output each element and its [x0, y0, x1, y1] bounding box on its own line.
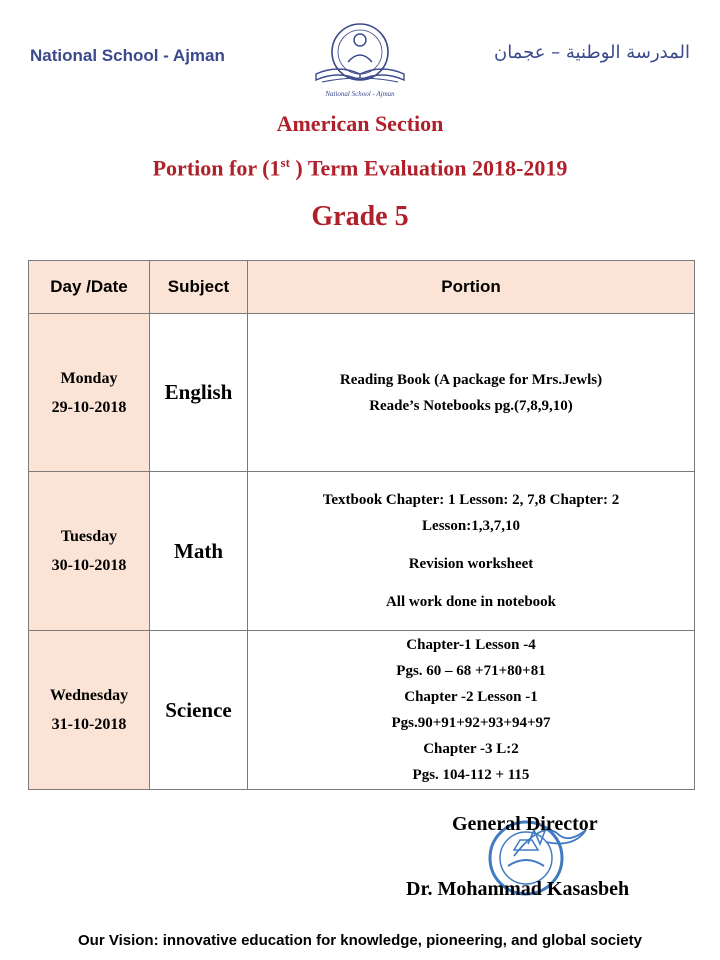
- portion-cell: [248, 472, 695, 631]
- signature-title: General Director: [452, 813, 598, 835]
- subject-cell: Science: [150, 631, 248, 790]
- vision-statement: Our Vision: innovative education for knowledge, pioneering, and global society: [78, 932, 642, 949]
- portion-line: Chapter -3 L:2: [423, 741, 519, 757]
- signature-name: Dr. Mohammad Kasasbeh: [406, 878, 630, 900]
- portion-line: Reading Book (A package for Mrs.Jewls): [339, 371, 603, 388]
- letterhead: [0, 0, 720, 100]
- table-row: [29, 314, 695, 472]
- grade-title: Grade 5: [311, 201, 409, 232]
- portion-line: Revision worksheet: [408, 556, 534, 572]
- portion-cell: [248, 631, 695, 790]
- school-name-english: National School - Ajman: [30, 46, 225, 65]
- date-label: 30-10-2018: [51, 557, 127, 574]
- subject-cell: Math: [150, 472, 248, 631]
- school-logo-icon: [308, 18, 412, 98]
- school-name-arabic: المدرسة الوطنية – عجمان: [493, 42, 690, 63]
- day-label: Wednesday: [49, 687, 129, 704]
- table-row: [29, 631, 695, 790]
- column-header-portion: Portion: [248, 261, 695, 314]
- portion-line: Chapter-1 Lesson -4: [406, 637, 536, 653]
- date-label: 31-10-2018: [51, 716, 127, 733]
- day-date-cell: [29, 314, 150, 472]
- portion-cell: [248, 314, 695, 472]
- column-header-day-date: Day /Date: [29, 261, 150, 314]
- day-label: Tuesday: [60, 528, 118, 545]
- logo-caption: National School - Ajman: [325, 90, 395, 98]
- day-date-cell: [29, 472, 150, 631]
- date-label: 29-10-2018: [51, 398, 127, 416]
- portion-line: Lesson:1,3,7,10: [422, 518, 520, 534]
- portion-line: Chapter -2 Lesson -1: [404, 689, 538, 705]
- portion-line: All work done in notebook: [385, 594, 557, 610]
- subject-cell: English: [150, 314, 248, 472]
- table-row: [29, 472, 695, 631]
- section-title: American Section: [276, 111, 444, 136]
- portion-title: Portion for (1st ) Term Evaluation 2018-2019: [152, 155, 568, 181]
- portion-line: Reade’s Notebooks pg.(7,8,9,10): [369, 397, 573, 414]
- table-header-row: [29, 261, 695, 314]
- portion-line: Pgs. 104-112 + 115: [412, 767, 530, 783]
- day-label: Monday: [60, 369, 118, 387]
- day-date-cell: [29, 631, 150, 790]
- portion-line: Pgs. 60 – 68 +71+80+81: [396, 663, 546, 679]
- school-logo: [308, 18, 412, 98]
- portion-table: [28, 260, 695, 790]
- portion-line: Pgs.90+91+92+93+94+97: [391, 715, 551, 731]
- portion-line: Textbook Chapter: 1 Lesson: 2, 7,8 Chapter: 2: [322, 492, 620, 508]
- column-header-subject: Subject: [150, 261, 248, 314]
